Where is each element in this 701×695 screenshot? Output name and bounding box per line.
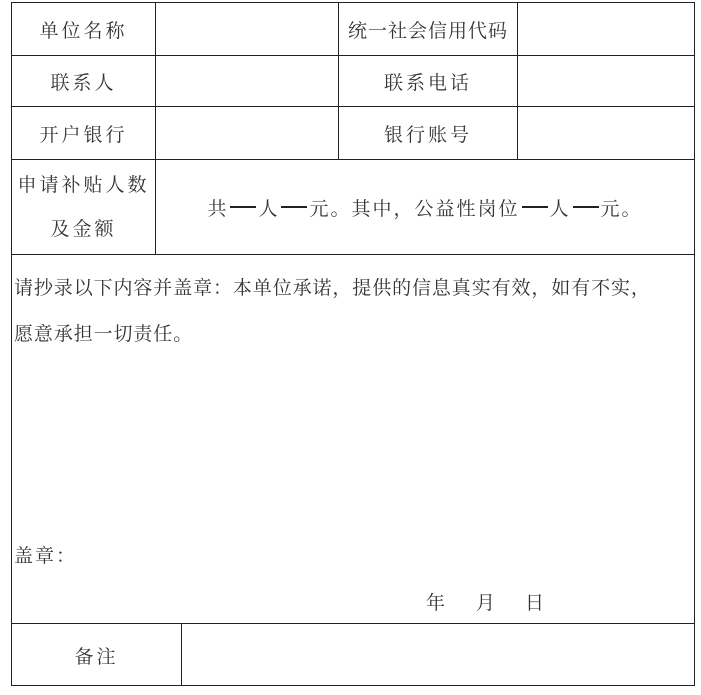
date-day: 日: [525, 592, 545, 614]
subsidy-amount-field: [156, 160, 694, 254]
total-amount-blank[interactable]: [281, 206, 307, 208]
person-unit-2: 人: [549, 197, 571, 220]
subsidy-application-form: [11, 2, 695, 686]
yuan-public-welfare-text: 元。其中，公益性岗位: [309, 197, 520, 220]
pledge-line-1: 请抄录以下内容并盖章：本单位承诺，提供的信息真实有效，如有不实，: [14, 277, 651, 299]
row-divider: [12, 254, 694, 255]
phone-label: 联系电话: [383, 71, 472, 94]
phone-field[interactable]: [518, 56, 694, 106]
bank-field[interactable]: [156, 107, 338, 159]
pledge-line-2: 愿意承担一切责任。: [14, 323, 194, 345]
remarks-label: 备注: [74, 645, 119, 668]
total-prefix: 共: [207, 197, 229, 220]
subsidy-amount-label-line1: 申请补贴人数: [17, 174, 150, 196]
pledge-statement: [14, 265, 694, 357]
date-year: 年: [426, 592, 446, 614]
bank-label: 开户银行: [39, 123, 128, 146]
total-people-blank[interactable]: [230, 206, 256, 208]
unit-name-field[interactable]: [156, 3, 338, 55]
yuan-end-text: 元。: [600, 197, 643, 220]
account-field[interactable]: [518, 107, 694, 159]
date-month: 月: [476, 592, 496, 614]
person-unit: 人: [258, 197, 280, 220]
contact-label: 联系人: [50, 71, 117, 94]
subsidy-amount-label-line2: 及金额: [50, 218, 117, 240]
public-welfare-amount-blank[interactable]: [573, 206, 599, 208]
account-label: 银行账号: [383, 123, 472, 146]
remarks-field[interactable]: [182, 624, 694, 686]
contact-field[interactable]: [156, 56, 338, 106]
credit-code-field[interactable]: [518, 3, 694, 55]
credit-code-label: 统一社会信用代码: [347, 19, 508, 42]
unit-name-label: 单位名称: [39, 19, 128, 42]
public-welfare-people-blank[interactable]: [522, 206, 548, 208]
seal-label: 盖章：: [14, 545, 78, 567]
subsidy-amount-label: [12, 160, 155, 254]
